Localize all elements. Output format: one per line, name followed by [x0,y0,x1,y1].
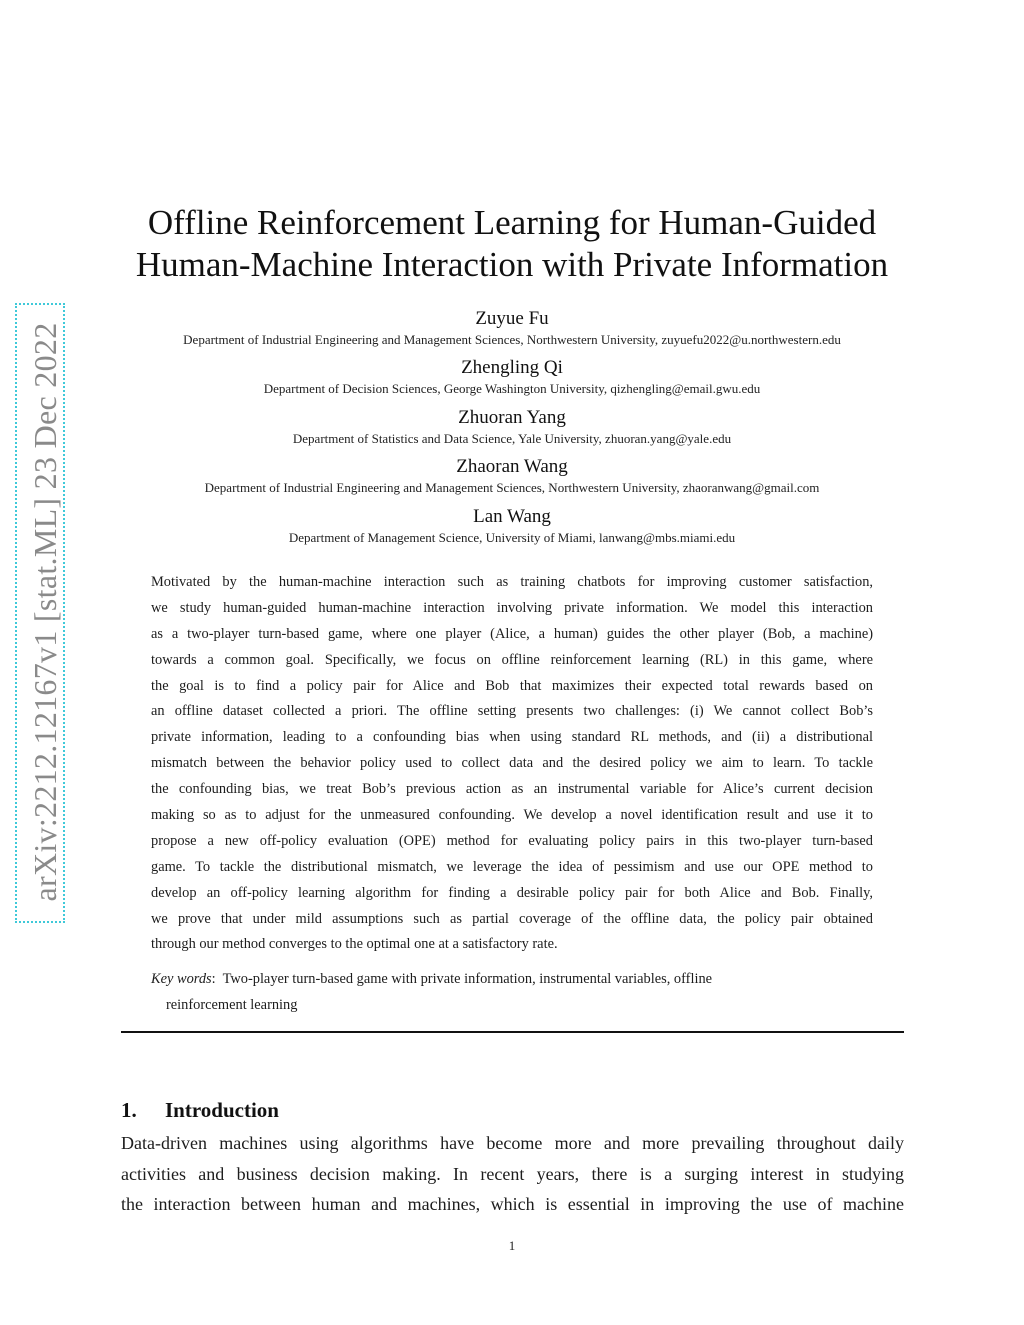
abstract-line: game. To tackle the distributional mismatch, we leverage the idea of pessimism and use our OPE method to [151,858,873,875]
page-number: 1 [508,1238,516,1253]
body-line: Data-driven machines using algorithms have become more and more prevailing throughout daily [121,1133,904,1153]
abstract-line: private information, leading to a confounding bias when using standard RL methods, and (ii) a distributional [151,729,873,746]
author-name: Zuyue Fu [475,308,549,329]
abstract-line: propose a new off-policy evaluation (OPE) method for evaluating policy pairs in this two-player turn-based [151,832,873,849]
author-name: Zhuoran Yang [458,407,566,428]
abstract-line: an offline dataset collected a priori. The offline setting presents two challenges: (i) We cannot collect Bob’s [151,703,873,720]
author-affiliation: Department of Management Science, University of Miami, lanwang@mbs.miami.edu [288,530,736,545]
keywords-label: Key words [151,971,212,987]
author-block [110,407,914,449]
abstract-line: mismatch between the behavior policy used to collect data and the desired policy we aim to learn. To tackle [151,755,873,772]
title-line-2: Human-Machine Interaction with Private Information [135,245,889,284]
body-line: activities and business decision making. In recent years, there is a surging interest in studying [121,1163,904,1184]
horizontal-rule [121,1031,904,1033]
abstract-line: we prove that under mild assumptions such as partial coverage of the offline data, the policy pair obtained [151,910,873,927]
body-line: the interaction between human and machines, which is essential in improving the use of machine [121,1194,904,1215]
section-title: Introduction [165,1098,279,1122]
author-affiliation: Department of Industrial Engineering and Management Sciences, Northwestern University, zuyuefu2022@u.northwestern.edu [183,332,841,347]
paper-title [110,202,914,286]
abstract-line: the goal is to find a policy pair for Alice and Bob that maximizes their expected total rewards based on [151,677,873,694]
section-heading [121,1098,279,1123]
introduction-body [121,1128,904,1220]
keywords-line-2: reinforcement learning [166,997,298,1013]
author-name: Zhaoran Wang [456,456,568,477]
abstract-line: through our method converges to the optimal one at a satisfactory rate. [151,936,558,953]
author-affiliation: Department of Statistics and Data Science, Yale University, zhuoran.yang@yale.edu [292,431,732,446]
author-block [110,308,914,350]
author-affiliation: Department of Industrial Engineering and Management Sciences, Northwestern University, zhaoranwang@gmail.com [204,480,820,495]
abstract-line: making so as to adjust for the unmeasured confounding. We develop a novel identification result and use it to [151,807,873,824]
abstract-line: towards a common goal. Specifically, we focus on offline reinforcement learning (RL) in this game, where [151,651,873,668]
abstract-line: develop an off-policy learning algorithm for finding a desirable policy pair for both Alice and Bob. Finally, [151,884,873,901]
keywords-line-1: Key words: Two-player turn-based game with private information, instrumental variables, offline [151,971,713,987]
author-block [110,506,914,548]
author-block [110,456,914,498]
section-number: 1. [121,1098,137,1122]
arxiv-identifier[interactable]: arXiv:2212.12167v1 [stat.ML] 23 Dec 2022 [27,322,63,902]
keywords [151,966,873,1018]
abstract-line: we study human-guided human-machine interaction involving private information. We model this interaction [151,599,873,616]
title-line-1: Offline Reinforcement Learning for Human-Guided [147,203,877,242]
keywords-text: Two-player turn-based game with private information, instrumental variables, offline [222,971,713,987]
abstract [151,570,873,958]
author-affiliation: Department of Decision Sciences, George Washington University, qizhengling@email.gwu.edu [263,381,761,396]
abstract-line: Motivated by the human-machine interaction such as training chatbots for improving customer satisfaction, [151,574,873,590]
author-name: Lan Wang [473,506,551,527]
abstract-line: the confounding bias, we treat Bob’s previous action as an instrumental variable for Alice’s current decision [151,781,873,798]
author-name: Zhengling Qi [461,357,563,378]
author-block [110,357,914,399]
abstract-line: as a two-player turn-based game, where one player (Alice, a human) guides the other player (Bob, a machine) [151,625,873,642]
